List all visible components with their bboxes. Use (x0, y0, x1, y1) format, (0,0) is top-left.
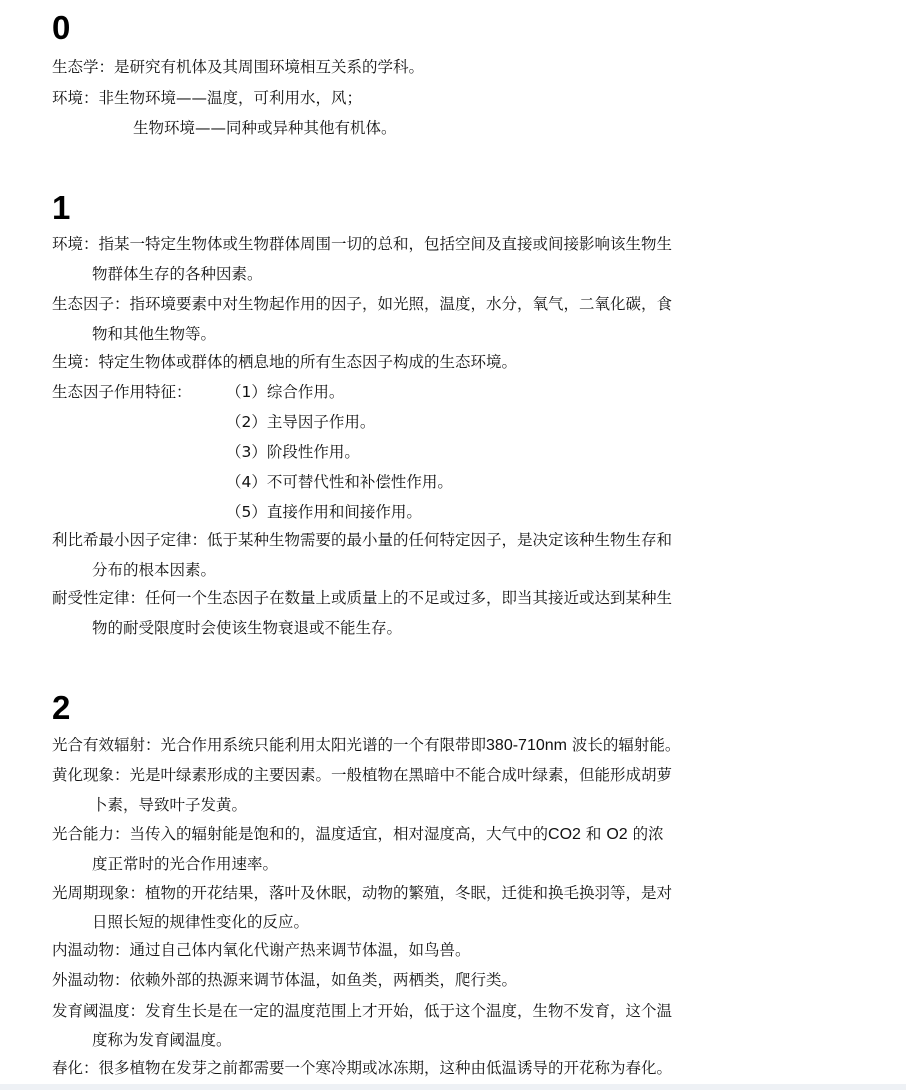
environment-text-a: 环境：指某一特定生物体或生物群体周围一切的总和， (52, 235, 425, 253)
definition-ectotherm: 外温动物：依赖外部的热源来调节体温，如鱼类，两栖类，爬行类。 (52, 971, 518, 989)
page-bottom-edge (0, 1084, 906, 1090)
capacity-text-e: 的浓 (632, 825, 664, 843)
definition-vernalization: 春化：很多植物在发芽之前都需要一个寒冷期或冰冻期，这种由低温诱导的开花称为春化。 (52, 1059, 673, 1077)
capacity-co2: CO2 (548, 826, 581, 843)
definition-endotherm: 内温动物：通过自己体内氧化代谢产热来调节体温，如鸟兽。 (52, 941, 471, 959)
par-text-a: 光合有效辐射：光合作用系统只能利用太阳光谱的一个有限带即 (52, 736, 487, 754)
definition-ecological-factor: 生态因子：指环境要素中对生物起作用的因子，如光照，温度，水分，氧气，二氧化碳，食 (52, 295, 673, 313)
par-wavelength: 380-710nm (486, 737, 567, 754)
section-number-2: 2 (52, 689, 71, 726)
environment-text-b: 包括空间及直接或间接影响该生物生 (424, 235, 673, 253)
definition-environment-biotic: 生物环境——同种或异种其他有机体。 (133, 119, 397, 137)
definition-photoperiodism-cont: 日照长短的规律性变化的反应。 (92, 913, 310, 931)
definition-tolerance-law-cont: 物的耐受限度时会使该生物衰退或不能生存。 (92, 619, 403, 637)
liebig-text-c: 是决定该种生物生存和 (517, 531, 673, 549)
liebig-text-b: 低于某种生物需要的最小量的任何特定因子， (207, 531, 518, 549)
etiolation-label: 黄化现象： (52, 766, 130, 784)
etiolation-text-d: 但能形成胡萝 (579, 766, 673, 784)
definition-liebig-law-cont: 分布的根本因素。 (92, 561, 217, 579)
tolerance-label: 耐受性定律： (52, 589, 146, 607)
factor-feature-4: （4）不可替代性和补偿性作用。 (226, 473, 453, 491)
liebig-label: 利比希最小因子定律： (52, 531, 208, 549)
definition-environment-abiotic: 环境：非生物环境——温度，可利用水，风； (52, 89, 363, 107)
definition-par (52, 735, 680, 756)
definition-tolerance-law (52, 588, 672, 608)
capacity-and: 和 (585, 825, 602, 843)
definition-photoperiodism: 光周期现象：植物的开花结果，落叶及休眠，动物的繁殖，冬眠，迁徙和换毛换羽等，是对 (52, 884, 673, 902)
section-number-0: 0 (52, 9, 71, 46)
factor-feature-3: （3）阶段性作用。 (226, 443, 360, 461)
tolerance-text-c: 即当其接近或达到某种生 (501, 589, 673, 607)
definition-photosynthetic-capacity (52, 824, 664, 845)
par-text-c: 波长的辐射能。 (571, 736, 681, 754)
threshold-text-b: 生物不发育，这个温 (532, 1002, 673, 1020)
definition-etiolation-cont: 卜素，导致叶子发黄。 (92, 796, 248, 814)
etiolation-text-c: 一般植物在黑暗中不能合成叶绿素， (331, 766, 580, 784)
definition-photosynthetic-capacity-cont: 度正常时的光合作用速率。 (92, 855, 279, 873)
definition-environment-line (52, 234, 672, 254)
definition-ecology: 生态学：是研究有机体及其周围环境相互关系的学科。 (52, 58, 425, 76)
definition-ecological-factor-cont: 物和其他生物等。 (92, 325, 217, 343)
capacity-o2: O2 (606, 826, 628, 843)
factor-features-label: 生态因子作用特征： (52, 383, 192, 401)
definition-development-threshold (52, 1001, 672, 1021)
definition-liebig-law (52, 530, 672, 550)
definition-environment-cont: 物群体生存的各种因素。 (92, 265, 263, 283)
definition-etiolation (52, 765, 672, 785)
definition-habitat: 生境：特定生物体或群体的栖息地的所有生态因子构成的生态环境。 (52, 353, 518, 371)
threshold-text-a: 发育阈温度：发育生长是在一定的温度范围上才开始，低于这个温度， (52, 1002, 533, 1020)
section-number-1: 1 (52, 189, 71, 226)
factor-feature-5: （5）直接作用和间接作用。 (226, 503, 422, 521)
definition-development-threshold-cont: 度称为发育阈温度。 (92, 1031, 232, 1049)
factor-feature-2: （2）主导因子作用。 (226, 413, 376, 431)
capacity-text-a: 光合能力：当传入的辐射能是饱和的，温度适宜，相对湿度高，大气中的 (52, 825, 549, 843)
etiolation-text-b: 光是叶绿素形成的主要因素。 (129, 766, 332, 784)
tolerance-text-b: 任何一个生态因子在数量上或质量上的不足或过多， (145, 589, 502, 607)
factor-feature-1: （1）综合作用。 (226, 383, 345, 401)
